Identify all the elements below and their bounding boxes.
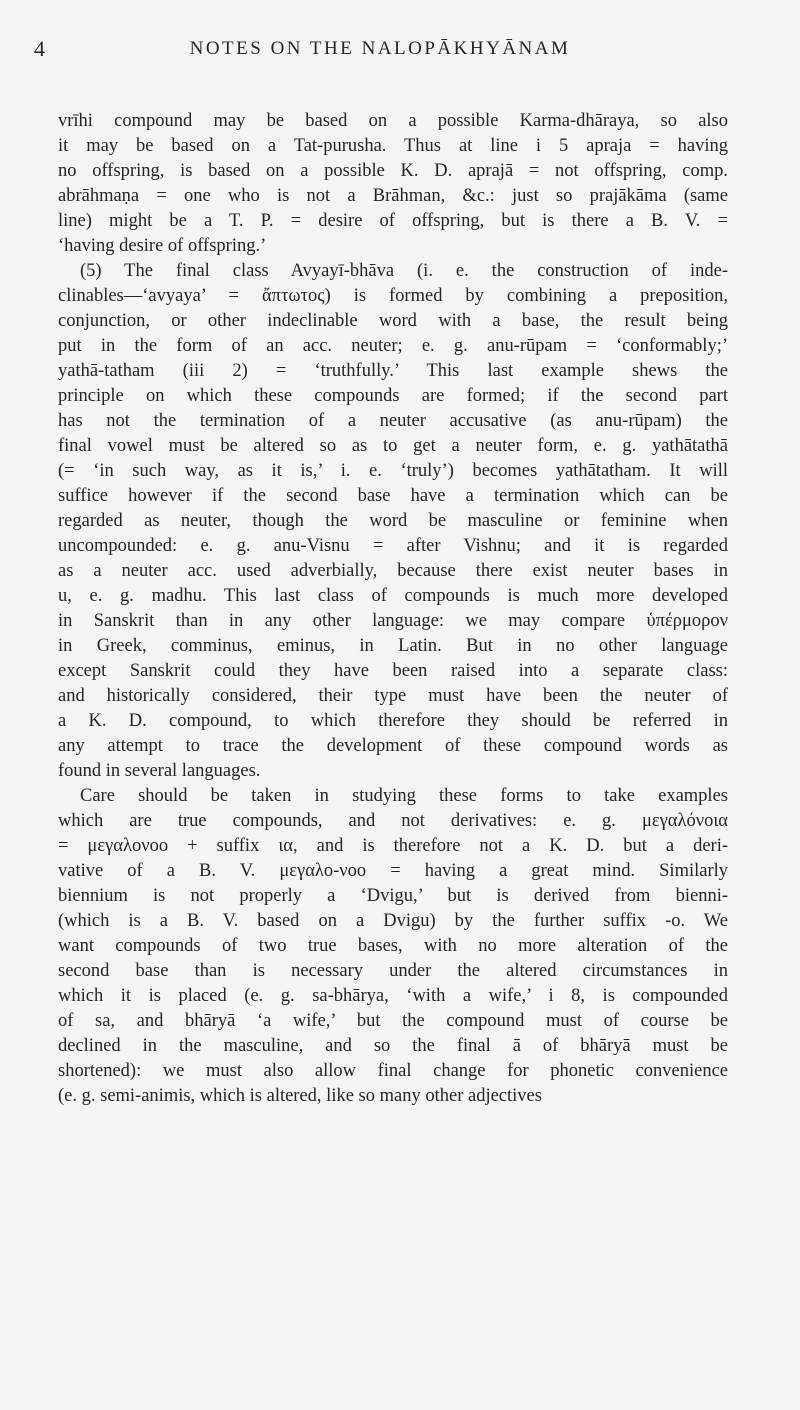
text-line: vrīhi compound may be based on a possible Karma-dhāraya, so also: [58, 111, 728, 131]
text-line: uncompounded: e. g. anu-Visnu = after Vishnu; and it is regarded: [58, 536, 728, 556]
paragraph: [58, 109, 728, 259]
paragraph: [58, 259, 728, 784]
text-line: declined in the masculine, and so the final ā of bhāryā must be: [58, 1036, 728, 1056]
text-line: second base than is necessary under the altered circumstances in: [58, 961, 728, 981]
text-line: found in several languages.: [58, 761, 261, 781]
page-header: [34, 36, 726, 66]
text-line: = μεγαλονοο + suffix ια, and is therefore not a K. D. but a deri-: [58, 836, 728, 856]
body-text: [58, 109, 728, 1109]
text-line: except Sanskrit could they have been raised into a separate class:: [58, 661, 728, 681]
text-line: of sa, and bhāryā ‘a wife,’ but the compound must of course be: [58, 1011, 728, 1031]
text-line: line) might be a T. P. = desire of offspring, but is there a B. V. =: [58, 211, 728, 231]
text-line: clinables—‘avyaya’ = ἄπτωτος) is formed by combining a preposition,: [58, 286, 728, 306]
text-line: has not the termination of a neuter accusative (as anu-rūpam) the: [58, 411, 728, 431]
text-line: and historically considered, their type must have been the neuter of: [58, 686, 728, 706]
text-line: vative of a B. V. μεγαλο-νοο = having a great mind. Similarly: [58, 861, 728, 881]
running-head: NOTES ON THE NALOPĀKHYĀNAM: [189, 38, 571, 59]
text-line: shortened): we must also allow final change for phonetic convenience: [58, 1061, 728, 1081]
text-line: put in the form of an acc. neuter; e. g. anu-rūpam = ‘conformably;’: [58, 336, 728, 356]
text-line: ‘having desire of offspring.’: [58, 236, 267, 256]
text-line: in Sanskrit than in any other language: we may compare ὑπέρμορον: [58, 611, 728, 631]
paragraph: [58, 784, 728, 1109]
text-line: u, e. g. madhu. This last class of compounds is much more developed: [58, 586, 728, 606]
text-line: final vowel must be altered so as to get a neuter form, e. g. yathātathā: [58, 436, 728, 456]
text-line: a K. D. compound, to which therefore they should be referred in: [58, 711, 728, 731]
text-line: in Greek, comminus, eminus, in Latin. But in no other language: [58, 636, 728, 656]
text-line: as a neuter acc. used adverbially, because there exist neuter bases in: [58, 561, 728, 581]
text-line: any attempt to trace the development of these compound words as: [58, 736, 728, 756]
text-line: Care should be taken in studying these forms to take examples: [80, 786, 728, 806]
text-line: (which is a B. V. based on a Dvigu) by the further suffix -o. We: [58, 911, 728, 931]
text-line: abrāhmaṇa = one who is not a Brāhman, &c.: just so prajākāma (same: [58, 186, 728, 206]
text-line: principle on which these compounds are formed; if the second part: [58, 386, 728, 406]
text-line: no offspring, is based on a possible K. D. aprajā = not offspring, comp.: [58, 161, 728, 181]
text-line: yathā-tatham (iii 2) = ‘truthfully.’ This last example shews the: [58, 361, 728, 381]
page-number: 4: [34, 36, 45, 61]
text-line: (= ‘in such way, as it is,’ i. e. ‘truly’) becomes yathātatham. It will: [58, 461, 728, 481]
text-line: which are true compounds, and not derivatives: e. g. μεγαλόνοια: [58, 811, 728, 831]
text-line: conjunction, or other indeclinable word with a base, the result being: [58, 311, 728, 331]
text-line: which it is placed (e. g. sa-bhārya, ‘with a wife,’ i 8, is compounded: [58, 986, 728, 1006]
text-line: want compounds of two true bases, with no more alteration of the: [58, 936, 728, 956]
text-line: suffice however if the second base have a termination which can be: [58, 486, 728, 506]
text-line: it may be based on a Tat-purusha. Thus at line i 5 apraja = having: [58, 136, 728, 156]
text-line: biennium is not properly a ‘Dvigu,’ but is derived from bienni-: [58, 886, 728, 906]
text-line: regarded as neuter, though the word be masculine or feminine when: [58, 511, 728, 531]
text-line: (e. g. semi-animis, which is altered, like so many other adjectives: [58, 1086, 542, 1106]
text-line: (5) The final class Avyayī-bhāva (i. e. the construction of inde-: [80, 261, 728, 281]
